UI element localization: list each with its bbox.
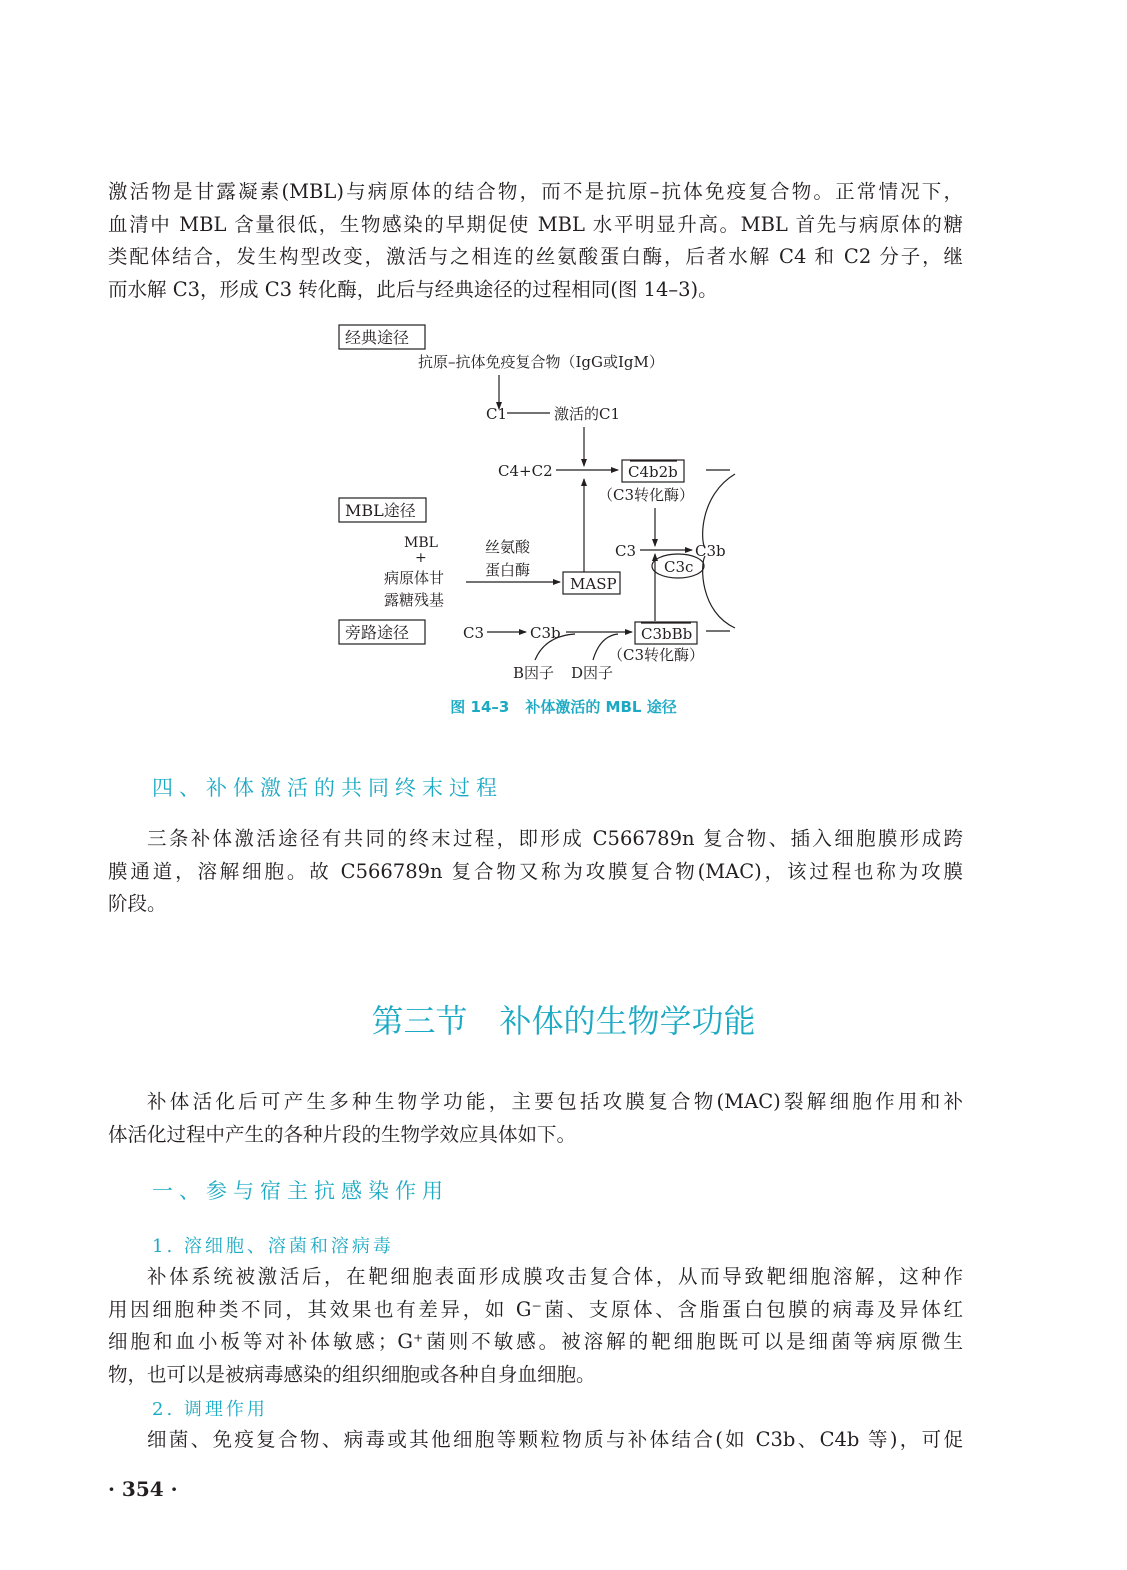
chapter-intro-line-1: 补体活化后可产生多种生物学功能，主要包括攻膜复合物(MAC)裂解细胞作用和补 bbox=[147, 1090, 963, 1113]
classic-label: 经典途径 bbox=[345, 328, 410, 347]
chapter-title: 第三节 补体的生物学功能 bbox=[371, 1002, 756, 1040]
serine-line-2: 蛋白酶 bbox=[485, 561, 531, 579]
mbl-text: MBL bbox=[404, 535, 438, 551]
c3-mid-label: C3 bbox=[615, 542, 637, 560]
page-number: · 354 · bbox=[108, 1477, 178, 1501]
subsection-1-line-3: 细胞和血小板等对补体敏感；G⁺菌则不敏感。被溶解的靶细胞既可以是细菌等病原微生 bbox=[108, 1330, 963, 1353]
intro-line-3: 类配体结合，发生构型改变，激活与之相连的丝氨酸蛋白酶，后者水解 C4 和 C2 分子，继 bbox=[108, 245, 963, 268]
figure-caption bbox=[0, 696, 1127, 717]
b-factor-label: B因子 bbox=[513, 664, 555, 682]
activated-c1-label: 激活的C1 bbox=[554, 405, 621, 423]
antigen-complex-label: 抗原–抗体免疫复合物（IgG或IgM） bbox=[418, 353, 664, 371]
section-4-heading: 四、补体激活的共同终末过程 bbox=[152, 776, 503, 800]
mbl-label: MBL途径 bbox=[345, 501, 416, 520]
subsection-1-line-1: 补体系统被激活后，在靶细胞表面形成膜攻击复合体，从而导致靶细胞溶解，这种作 bbox=[147, 1265, 963, 1288]
c3-convertase-2: （C3转化酶） bbox=[608, 646, 705, 664]
plus-sign: + bbox=[415, 550, 427, 566]
mbl-pathway-diagram bbox=[0, 0, 1127, 700]
c4b2b-label: C4b2b bbox=[628, 463, 678, 481]
c3-convertase-1: （C3转化酶） bbox=[598, 486, 695, 504]
c4c2-label: C4+C2 bbox=[498, 462, 553, 480]
c3b-alt-label: C3b bbox=[530, 624, 561, 642]
section-4-line-1: 三条补体激活途径有共同的终末过程，即形成 C566789n 复合物、插入细胞膜形成跨 bbox=[147, 827, 963, 850]
pathogen-line-1: 病原体甘 bbox=[384, 569, 445, 587]
section-4-paragraph bbox=[108, 823, 963, 921]
c3c-label: C3c bbox=[664, 558, 694, 576]
d-factor-label: D因子 bbox=[571, 664, 614, 682]
chapter-intro-line-2: 体活化过程中产生的各种片段的生物学效应具体如下。 bbox=[108, 1122, 577, 1146]
subsection-1-heading: 1. 溶细胞、溶菌和溶病毒 bbox=[152, 1236, 394, 1257]
section-4-line-3: 阶段。 bbox=[108, 892, 167, 915]
subsection-1-line-2: 用因细胞种类不同，其效果也有差异，如 G⁻菌、支原体、含脂蛋白包膜的病毒及异体红 bbox=[108, 1297, 963, 1321]
subsection-2-paragraph bbox=[108, 1424, 963, 1457]
c3bbb-label: C3bBb bbox=[641, 625, 693, 643]
subsection-2-heading: 2. 调理作用 bbox=[152, 1399, 268, 1420]
intro-line-1: 激活物是甘露凝素(MBL)与病原体的结合物，而不是抗原–抗体免疫复合物。正常情况下， bbox=[108, 180, 963, 203]
figure-caption-number: 图 14–3 bbox=[450, 698, 510, 716]
c3-alt-label: C3 bbox=[463, 624, 485, 642]
chapter-intro-paragraph bbox=[108, 1086, 963, 1151]
subsection-1-paragraph bbox=[108, 1261, 963, 1391]
figure-caption-text: 补体激活的 MBL 途径 bbox=[525, 698, 677, 716]
serine-line-1: 丝氨酸 bbox=[485, 538, 531, 556]
subsection-1-line-4: 物，也可以是被病毒感染的组织细胞或各种自身血细胞。 bbox=[108, 1362, 596, 1386]
c3b-mid-label: C3b bbox=[695, 542, 726, 560]
intro-line-4: 而水解 C3，形成 C3 转化酶，此后与经典途径的过程相同(图 14–3)。 bbox=[108, 277, 718, 301]
masp-label: MASP bbox=[570, 575, 617, 593]
intro-line-2: 血清中 MBL 含量很低，生物感染的早期促使 MBL 水平明显升高。MBL 首先与病原体的糖 bbox=[108, 212, 963, 236]
alt-label: 旁路途径 bbox=[345, 623, 410, 642]
subsection-2-line-1: 细菌、免疫复合物、病毒或其他细胞等颗粒物质与补体结合(如 C3b、C4b 等)，可促 bbox=[147, 1428, 963, 1451]
section-1-heading: 一、参与宿主抗感染作用 bbox=[152, 1179, 449, 1203]
section-4-line-2: 膜通道，溶解细胞。故 C566789n 复合物又称为攻膜复合物(MAC)，该过程也称为攻膜 bbox=[108, 859, 963, 883]
c1-label: C1 bbox=[486, 405, 508, 423]
pathogen-line-2: 露糖残基 bbox=[384, 591, 445, 609]
